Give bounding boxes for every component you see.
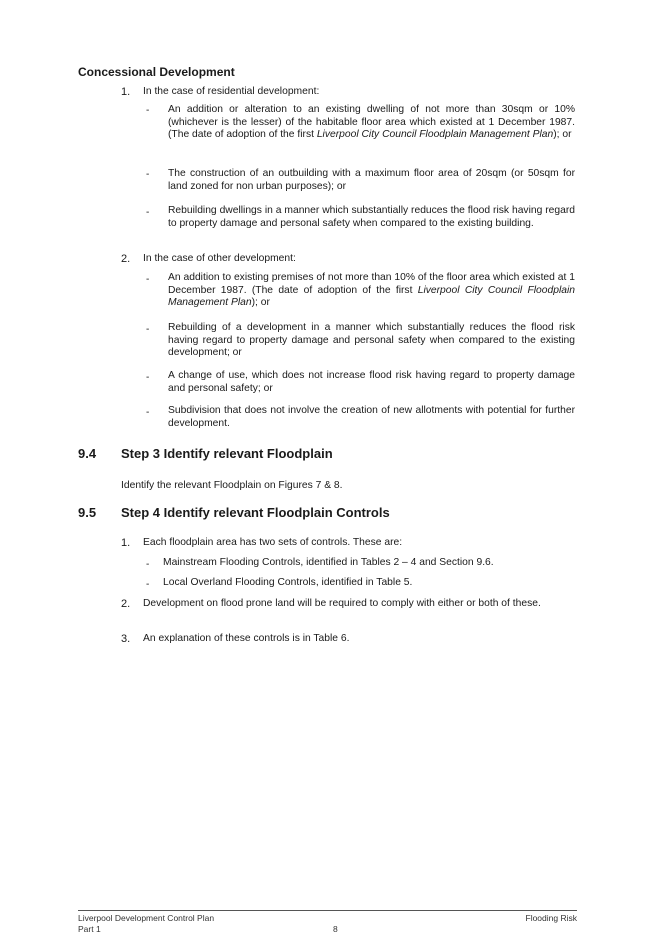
concessional-heading: Concessional Development — [78, 65, 235, 79]
bullet-text — [168, 322, 575, 360]
section-number: 9.4 — [78, 446, 97, 461]
section-title: Step 3 Identify relevant Floodplain — [121, 446, 333, 461]
footer-divider — [78, 910, 577, 911]
text-segment: The construction of an outbuilding with a maximum floor area of 20sqm (or 50sqm for land zoned for non urban purposes); or — [168, 168, 575, 192]
list-number: 3. — [121, 633, 131, 645]
bullet-text — [168, 168, 575, 193]
text-segment: A change of use, which does not increase flood risk having regard to property damage and personal safety; or — [168, 370, 575, 394]
section-number: 9.5 — [78, 505, 97, 520]
dash-bullet: - — [146, 407, 150, 418]
list-number: 2. — [121, 598, 131, 610]
list-item-text: Development on flood prone land will be required to comply with either or both of these. — [143, 598, 541, 609]
text-segment: An addition to existing premises of not more than 10% of the floor area which existed at 1 December 1987. (The date of adoption of the first — [168, 272, 575, 296]
dash-bullet: - — [146, 207, 150, 218]
dash-bullet: - — [146, 105, 150, 116]
text-segment: Rebuilding of a development in a manner which substantially reduces the flood risk having regard to property damage and personal safety when compared to the existing development; or — [168, 322, 575, 359]
section-body: Identify the relevant Floodplain on Figures 7 & 8. — [121, 480, 343, 491]
footer-doc-title: Liverpool Development Control Plan — [78, 913, 215, 923]
text-segment: Rebuilding dwellings in a manner which substantially reduces the flood risk having regard to property damage and personal safety when compared to the existing building. — [168, 205, 575, 229]
bullet-text — [168, 405, 575, 430]
list-number: 1. — [121, 537, 131, 549]
footer-page-number: 8 — [333, 924, 338, 934]
footer-section-name: Flooding Risk — [525, 913, 577, 923]
section-title: Step 4 Identify relevant Floodplain Controls — [121, 505, 390, 520]
text-segment: ); or — [553, 129, 572, 141]
italic-segment: Liverpool City Council Floodplain Management Plan — [316, 129, 554, 141]
dash-bullet: - — [146, 324, 150, 335]
list-item-text: Each floodplain area has two sets of controls. These are: — [143, 537, 403, 548]
footer-part: Part 1 — [78, 924, 101, 934]
list-number: 1. — [121, 86, 131, 98]
text-segment: ); or — [251, 297, 270, 309]
text-segment: An addition or alteration to an existing dwelling of not more than 30sqm or 10% (whichever is the lesser) of the habitable floor area which existed at 1 December 1987. (The date of adoption of the first — [168, 104, 575, 141]
bullet-text: Local Overland Flooding Controls, identified in Table 5. — [163, 577, 413, 588]
dash-bullet: - — [146, 579, 150, 590]
bullet-text — [168, 205, 575, 230]
text-segment: Subdivision that does not involve the creation of new allotments with potential for further development. — [168, 405, 575, 429]
list-number: 2. — [121, 253, 131, 265]
dash-bullet: - — [146, 274, 150, 285]
list-item-text: In the case of other development: — [143, 253, 296, 264]
dash-bullet: - — [146, 559, 150, 570]
italic-segment: Liverpool City Council Floodplain Management Plan — [168, 284, 575, 309]
bullet-text: Mainstream Flooding Controls, identified in Tables 2 – 4 and Section 9.6. — [163, 557, 494, 568]
dash-bullet: - — [146, 372, 150, 383]
bullet-text — [168, 272, 575, 310]
list-item-text: An explanation of these controls is in Table 6. — [143, 633, 350, 644]
list-item-text: In the case of residential development: — [143, 86, 320, 97]
bullet-text — [168, 370, 575, 395]
dash-bullet: - — [146, 169, 150, 180]
bullet-text — [168, 104, 575, 142]
